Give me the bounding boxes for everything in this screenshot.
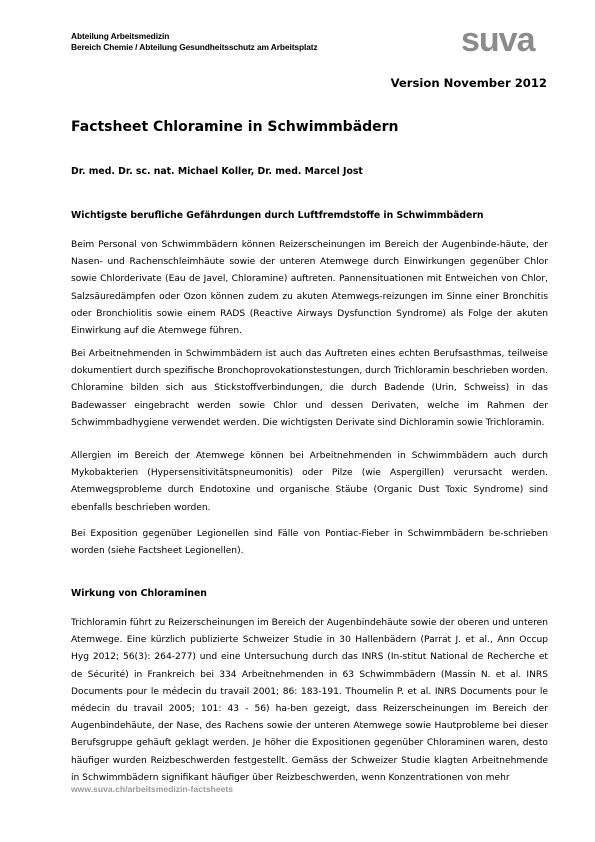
section-heading-hazards: Wichtigste berufliche Gefährdungen durch Luftfremdstoffe in Schwimmbädern — [71, 210, 484, 221]
version-label: Version November 2012 — [390, 76, 547, 90]
paragraph-1: Beim Personal von Schwimmbädern können Reizerscheinungen im Bereich der Augenbinde-häute, der Nasen- und Rachenschleimhäute sowie der unteren Atemwege durch Einwirkungen gegenüber Chlor sowie Chlorderivate (Eau de Javel, Chloramine) auftreten. Pannensituationen mit Entweichen von Chlor, Salzsäuredämpfen oder Ozon können zudem zu akuten Atemwegs-reizungen im Sinne einer Bronchitis oder Bronchiolitis sowie einem RADS (Reactive Airways Dysfunction Syndrome) als Folge der akuten Einwirkung auf die Atemwege führen. — [71, 240, 548, 337]
department-line-2: Bereich Chemie / Abteilung Gesundheitsschutz am Arbeitsplatz — [71, 42, 318, 52]
document-authors: Dr. med. Dr. sc. nat. Michael Koller, Dr. med. Marcel Jost — [71, 166, 363, 177]
document-title: Factsheet Chloramine in Schwimmbädern — [71, 119, 399, 135]
paragraph-4: Bei Exposition gegenüber Legionellen sind Fälle von Pontiac-Fieber in Schwimmbädern be-schrieben worden (siehe Factsheet Legionellen). — [71, 529, 548, 557]
suva-logo: suva — [461, 21, 535, 59]
section-heading-effects: Wirkung von Chloraminen — [71, 588, 207, 599]
department-line-1: Abteilung Arbeitsmedizin — [71, 31, 170, 41]
footer-url[interactable]: www.suva.ch/arbeitsmedizin-factsheets — [71, 784, 234, 794]
paragraph-2: Bei Arbeitnehmenden in Schwimmbädern ist auch das Auftreten eines echten Berufsasthmas, teilweise dokumentiert durch spezifische Bronchoprovokationstestungen, durch Trichloramin beschrieben worden. Chloramine bilden sich aus Stickstoffverbindungen, die durch Badende (Urin, Schweiss) in das Badewasser eingebracht werden sowie Chlor und dessen Derivaten, welche im Rahmen der Schwimmbadhygiene verwendet werden. Die wichtigsten Derivate sind Dichloramin sowie Trichloramin. — [71, 349, 548, 428]
paragraph-5: Trichloramin führt zu Reizerscheinungen im Bereich der Augenbindehäute sowie der oberen und unteren Atemwege. Eine kürzlich publizierte Schweizer Studie in 30 Hallenbädern (Parrat J. et al., Ann Occup Hyg 2012; 56(3): 264-277) und eine Untersuchung durch das INRS (In-stitut National de Recherche et de Sécurité) in Frankreich bei 334 Arbeitnehmenden in 63 Schwimmbädern (Massin N. et al. INRS Documents pour le médecin du travail 2001; 86: 183-191. Thoumelin P. et al. INRS Documents pour le médecin du travail 2005; 101: 43 - 56) ha-ben gezeigt, dass Reizerscheinungen im Bereich der Augenbindehäute, der Nase, des Rachens sowie der unteren Atemwege sowie Hautprobleme bei dieser Berufsgruppe gehäuft geklagt werden. Je höher die Expositionen gegenüber Chloraminen waren, desto häufiger wurden Reizbeschwerden festgestellt. Gemäss der Schweizer Studie klagten Arbeitnehmende in Schwimmbädern signifikant häufiger über Reizbeschwerden, wenn Konzentrationen von mehr — [71, 618, 548, 783]
department-header — [71, 31, 318, 53]
paragraph-3: Allergien im Bereich der Atemwege können bei Arbeitnehmenden in Schwimmbädern auch durch Mykobakterien (Hypersensitivitätspneumonitis) oder Pilze (wie Aspergillen) verursacht werden. Atemwegsprobleme durch Endotoxine und organische Stäube (Organic Dust Toxic Syndrome) sind ebenfalls beschrieben worden. — [71, 451, 548, 513]
